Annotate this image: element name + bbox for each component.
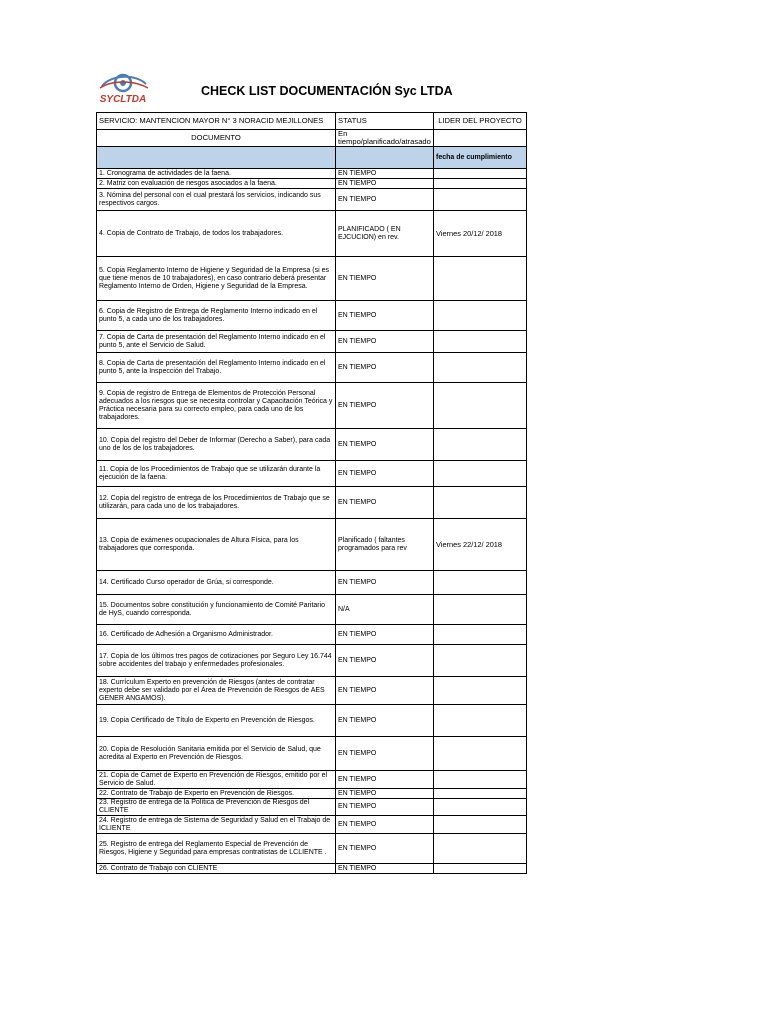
date-cell xyxy=(434,487,527,519)
table-row xyxy=(97,331,527,353)
table-row xyxy=(97,353,527,383)
fecha-header-row xyxy=(97,147,527,169)
document-cell: 24. Registro de entrega de Sistema de Seguridad y Salud en el Trabajo de ICLIENTE xyxy=(97,816,336,834)
table-row xyxy=(97,789,527,799)
table-row xyxy=(97,169,527,179)
date-cell xyxy=(434,461,527,487)
date-cell xyxy=(434,737,527,771)
table-row xyxy=(97,705,527,737)
document-cell: 21. Copia de Carnet de Experto en Prevención de Riesgos, emitido por el Servicio de Salud. xyxy=(97,771,336,789)
status-cell: EN TIEMPO xyxy=(336,834,434,864)
document-cell: 16. Certificado de Adhesión a Organismo Administrador. xyxy=(97,625,336,645)
document-cell: 23. Registro de entrega de la Política de Prevención de Riesgos del CLIENTE xyxy=(97,799,336,816)
status-cell: EN TIEMPO xyxy=(336,864,434,874)
status-cell: EN TIEMPO xyxy=(336,461,434,487)
status-cell: EN TIEMPO xyxy=(336,179,434,189)
status-cell: EN TIEMPO xyxy=(336,571,434,595)
company-logo xyxy=(80,72,166,106)
date-cell xyxy=(434,179,527,189)
status-cell: Planificado ( faltantes programados para rev xyxy=(336,519,434,571)
date-cell xyxy=(434,705,527,737)
date-cell: Viernes 20/12/ 2018 xyxy=(434,211,527,257)
status-cell: EN TIEMPO xyxy=(336,789,434,799)
document-cell: 15. Documentos sobre constitución y funcionamiento de Comité Paritario de HyS, cuando corresponda. xyxy=(97,595,336,625)
document-cell: 13. Copia de exámenes ocupacionales de Altura Física, para los trabajadores que corresponda. xyxy=(97,519,336,571)
blue-blank-cell xyxy=(336,147,434,169)
documento-header: DOCUMENTO xyxy=(97,130,336,147)
date-cell xyxy=(434,789,527,799)
blue-blank-cell xyxy=(97,147,336,169)
table-row xyxy=(97,864,527,874)
status-cell: EN TIEMPO xyxy=(336,625,434,645)
document-cell: 9. Copia de registro de Entrega de Elementos de Protección Personal adecuados a los riesgos que se necesita controlar y Capacitación Teórica y Práctica necesaria para su correcto empleo, para cada uno de los trabajadores. xyxy=(97,383,336,429)
status-cell: EN TIEMPO xyxy=(336,771,434,789)
document-cell: 11. Copia de los Procedimientos de Trabajo que se utilizarán durante la ejecución de la faena. xyxy=(97,461,336,487)
table-row xyxy=(97,301,527,331)
document-cell: 20. Copia de Resolución Sanitaria emitida por el Servicio de Salud, que acredita al Experto en Prevención de Riesgos. xyxy=(97,737,336,771)
date-cell xyxy=(434,257,527,301)
date-cell xyxy=(434,771,527,789)
date-cell xyxy=(434,864,527,874)
date-cell xyxy=(434,595,527,625)
document-cell: 1. Cronograma de actividades de la faena. xyxy=(97,169,336,179)
table-row xyxy=(97,771,527,789)
table-row xyxy=(97,816,527,834)
date-cell xyxy=(434,301,527,331)
status-cell: PLANIFICADO ( EN EJCUCION) en rev. xyxy=(336,211,434,257)
table-row xyxy=(97,211,527,257)
document-cell: 5. Copia Reglamento Interno de Higiene y Seguridad de la Empresa (si es que tiene menos de 10 trabajadores), en caso contrario deberá presentar Reglamento Interno de Orden, Higiene y Seguridad de la Empresa. xyxy=(97,257,336,301)
table-row xyxy=(97,189,527,211)
table-row xyxy=(97,799,527,816)
status-legend: En tiempo/planificado/atrasado xyxy=(336,130,434,147)
document-cell: 2. Matriz con evaluación de riesgos asociados a la faena. xyxy=(97,179,336,189)
table-row xyxy=(97,519,527,571)
date-cell xyxy=(434,571,527,595)
date-cell xyxy=(434,353,527,383)
documento-header-row xyxy=(97,130,527,147)
status-cell: EN TIEMPO xyxy=(336,257,434,301)
date-cell xyxy=(434,189,527,211)
status-cell: EN TIEMPO xyxy=(336,799,434,816)
logo-gear-icon xyxy=(100,75,148,91)
document-cell: 25. Registro de entrega del Reglamento Especial de Prevención de Riesgos, Higiene y Seguridad para empresas contratistas de LCLIENTE . xyxy=(97,834,336,864)
table-row xyxy=(97,595,527,625)
status-cell: EN TIEMPO xyxy=(336,331,434,353)
date-cell xyxy=(434,816,527,834)
document-cell: 18. Currículum Experto en prevención de Riesgos (antes de contratar experto debe ser validado por el Área de Prevención de Riesgos de AES GENER ANGAMOS). xyxy=(97,677,336,705)
status-cell: EN TIEMPO xyxy=(336,487,434,519)
date-cell xyxy=(434,169,527,179)
table-row xyxy=(97,179,527,189)
date-cell xyxy=(434,383,527,429)
page-title: CHECK LIST DOCUMENTACIÓN Syc LTDA xyxy=(201,84,453,98)
status-cell: N/A xyxy=(336,595,434,625)
table-row xyxy=(97,487,527,519)
status-cell: EN TIEMPO xyxy=(336,169,434,179)
table-row xyxy=(97,834,527,864)
status-cell: EN TIEMPO xyxy=(336,705,434,737)
checklist-table xyxy=(96,112,527,874)
table-row xyxy=(97,737,527,771)
date-cell xyxy=(434,799,527,816)
document-cell: 4. Copia de Contrato de Trabajo, de todos los trabajadores. xyxy=(97,211,336,257)
document-cell: 26. Contrato de Trabajo con CLIENTE xyxy=(97,864,336,874)
table-row xyxy=(97,383,527,429)
status-cell: EN TIEMPO xyxy=(336,737,434,771)
date-cell xyxy=(434,331,527,353)
document-cell: 12. Copia del registro de entrega de los Procedimientos de Trabajo que se utilizarán, para cada uno de los trabajadores. xyxy=(97,487,336,519)
fecha-header: fecha de cumplimiento xyxy=(434,147,527,169)
status-header: STATUS xyxy=(336,113,434,130)
document-cell: 19. Copia Certificado de Título de Experto en Prevención de Riesgos. xyxy=(97,705,336,737)
status-cell: EN TIEMPO xyxy=(336,429,434,461)
document-cell: 6. Copia de Registro de Entrega de Reglamento Interno indicado en el punto 5, a cada uno de los trabajadores. xyxy=(97,301,336,331)
status-cell: EN TIEMPO xyxy=(336,301,434,331)
date-cell xyxy=(434,429,527,461)
date-cell xyxy=(434,834,527,864)
date-cell xyxy=(434,677,527,705)
status-cell: EN TIEMPO xyxy=(336,189,434,211)
document-cell: 10. Copia del registro del Deber de Informar (Derecho a Saber), para cada uno de los de los trabajadores. xyxy=(97,429,336,461)
service-label: SERVICIO: MANTENCION MAYOR N° 3 NORACID MEJILLONES xyxy=(97,113,336,130)
table-row xyxy=(97,645,527,677)
status-cell: EN TIEMPO xyxy=(336,353,434,383)
status-cell: EN TIEMPO xyxy=(336,645,434,677)
date-cell: Viernes 22/12/ 2018 xyxy=(434,519,527,571)
status-cell: EN TIEMPO xyxy=(336,383,434,429)
document-cell: 17. Copia de los últimos tres pagos de cotizaciones por Seguro Ley 16.744 sobre accidentes del trabajo y enfermedades profesionales. xyxy=(97,645,336,677)
service-header-row xyxy=(97,113,527,130)
document-cell: 22. Contrato de Trabajo de Experto en Prevención de Riesgos. xyxy=(97,789,336,799)
leader-header: LIDER DEL PROYECTO xyxy=(434,113,527,130)
table-row xyxy=(97,461,527,487)
date-cell xyxy=(434,625,527,645)
date-cell xyxy=(434,645,527,677)
document-cell: 7. Copia de Carta de presentación del Reglamento Interno indicado en el punto 5, ante el Servicio de Salud. xyxy=(97,331,336,353)
empty-cell xyxy=(434,130,527,147)
status-cell: EN TIEMPO xyxy=(336,816,434,834)
table-row xyxy=(97,625,527,645)
document-cell: 3. Nómina del personal con el cual prestará los servicios, indicando sus respectivos cargos. xyxy=(97,189,336,211)
document-cell: 8. Copia de Carta de presentación del Reglamento Interno indicado en el punto 5, ante la Inspección del Trabajo. xyxy=(97,353,336,383)
table-row xyxy=(97,677,527,705)
table-row xyxy=(97,429,527,461)
document-cell: 14. Certificado Curso operador de Grúa, si corresponde. xyxy=(97,571,336,595)
table-row xyxy=(97,571,527,595)
status-cell: EN TIEMPO xyxy=(336,677,434,705)
table-row xyxy=(97,257,527,301)
logo-text: SYCLTDA xyxy=(99,94,147,105)
